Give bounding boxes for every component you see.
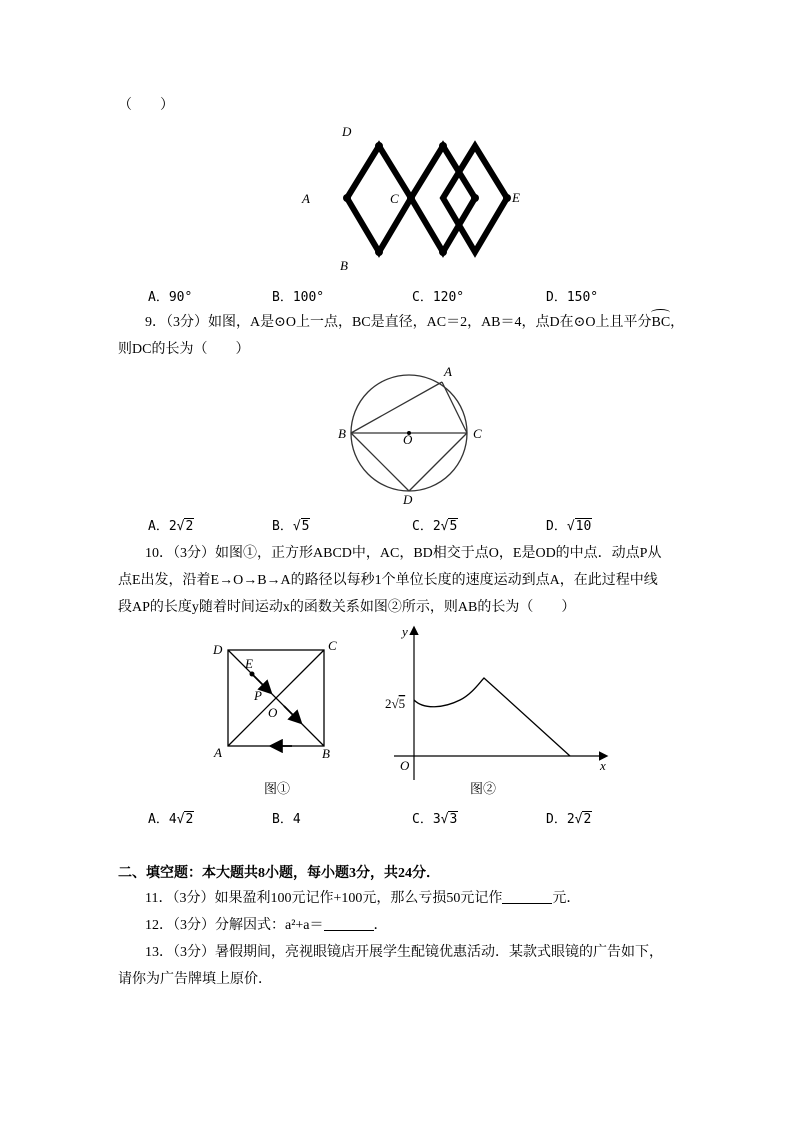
- section-heading: 二、填空题：本大题共8小题，每小题3分，共24分．: [118, 866, 440, 881]
- q9-stem-line1: 9．（3分）如图，A是⊙O上一点，BC是直径，AC＝2，AB＝4，点D在⊙O上且平分 BC，: [145, 313, 684, 333]
- q11-answer-blank[interactable]: [502, 889, 552, 904]
- label-B: B: [338, 426, 346, 441]
- q9-option-d[interactable]: D．√10: [546, 519, 592, 534]
- q8-option-c[interactable]: C．120°: [412, 290, 465, 305]
- q9-option-b[interactable]: B．√5: [272, 519, 310, 534]
- q12-stem: 12．（3分）分解因式：a²+a＝ ．: [145, 918, 388, 933]
- label-E: E: [245, 656, 253, 671]
- q10-stem-line3: 段AP的长度y随着时间运动x的函数关系如图②所示，则AB的长为（ ）: [118, 600, 576, 615]
- q8-answer-paren: （ ）: [118, 98, 174, 113]
- y-tick-label: 2√5: [385, 696, 406, 711]
- label-x: x: [600, 758, 606, 773]
- path-arrow-2: [284, 706, 300, 722]
- label-B: B: [340, 258, 348, 273]
- q10-option-c[interactable]: C．3√3: [412, 812, 458, 827]
- label-C: C: [390, 191, 399, 206]
- label-O: O: [403, 432, 413, 447]
- q8-option-a[interactable]: A．90°: [148, 290, 193, 305]
- q10-graph-figure: [380, 620, 620, 800]
- label-O: O: [400, 758, 410, 773]
- q13-stem-line1: 13．（3分）暑假期间，亮视眼镜店开展学生配镜优惠活动．某款式眼镜的广告如下，: [145, 945, 663, 960]
- q9-option-a[interactable]: A．2√2: [148, 519, 194, 534]
- chord-bd: [351, 433, 409, 491]
- q9-option-c[interactable]: C．2√5: [412, 519, 458, 534]
- label-D: D: [342, 124, 352, 139]
- q9-circle-figure: [330, 360, 490, 510]
- q10-stem-line1: 10．（3分）如图①，正方形ABCD中，AC，BD相交于点O，E是OD的中点．动点P从: [145, 546, 662, 561]
- q11-stem: 11．（3分）如果盈利100元记作+100元，那么亏损50元记作 元．: [145, 891, 581, 906]
- arc-bc-label: BC: [651, 315, 671, 330]
- chord-dc: [409, 433, 467, 491]
- q9-stem-line2: 则DC的长为（ ）: [118, 342, 250, 357]
- fig2-caption: 图②: [470, 781, 497, 796]
- label-A: A: [214, 745, 222, 760]
- label-D: D: [213, 642, 223, 657]
- q10-option-d[interactable]: D．2√2: [546, 812, 592, 827]
- label-E: E: [512, 190, 520, 205]
- label-y: y: [402, 624, 408, 639]
- q13-stem-line2: 请你为广告牌填上原价．: [118, 972, 272, 987]
- label-A: A: [302, 191, 310, 206]
- function-curve: [414, 678, 570, 756]
- q8-option-b[interactable]: B．100°: [272, 290, 325, 305]
- fig1-caption: 图①: [264, 781, 291, 796]
- q10-stem-line2: 点E出发，沿着E→O→B→A的路径以每秒1个单位长度的速度运动到点A，在此过程中线: [118, 573, 658, 588]
- q8-option-d[interactable]: D．150°: [546, 290, 599, 305]
- label-A: A: [444, 364, 452, 379]
- chord-ab: [351, 382, 442, 433]
- label-C: C: [473, 426, 482, 441]
- q8-rhombus-figure: [290, 118, 530, 278]
- label-O: O: [268, 705, 278, 720]
- rhombus-1: [347, 146, 411, 252]
- label-B: B: [322, 746, 330, 761]
- q10-square-figure: [200, 632, 350, 802]
- label-P: P: [254, 688, 262, 703]
- q10-option-a[interactable]: A．4√2: [148, 812, 194, 827]
- q12-answer-blank[interactable]: [324, 916, 374, 931]
- label-D: D: [403, 492, 413, 507]
- chord-ac: [442, 382, 467, 433]
- label-C: C: [328, 638, 337, 653]
- q10-option-b[interactable]: B．4: [272, 812, 301, 827]
